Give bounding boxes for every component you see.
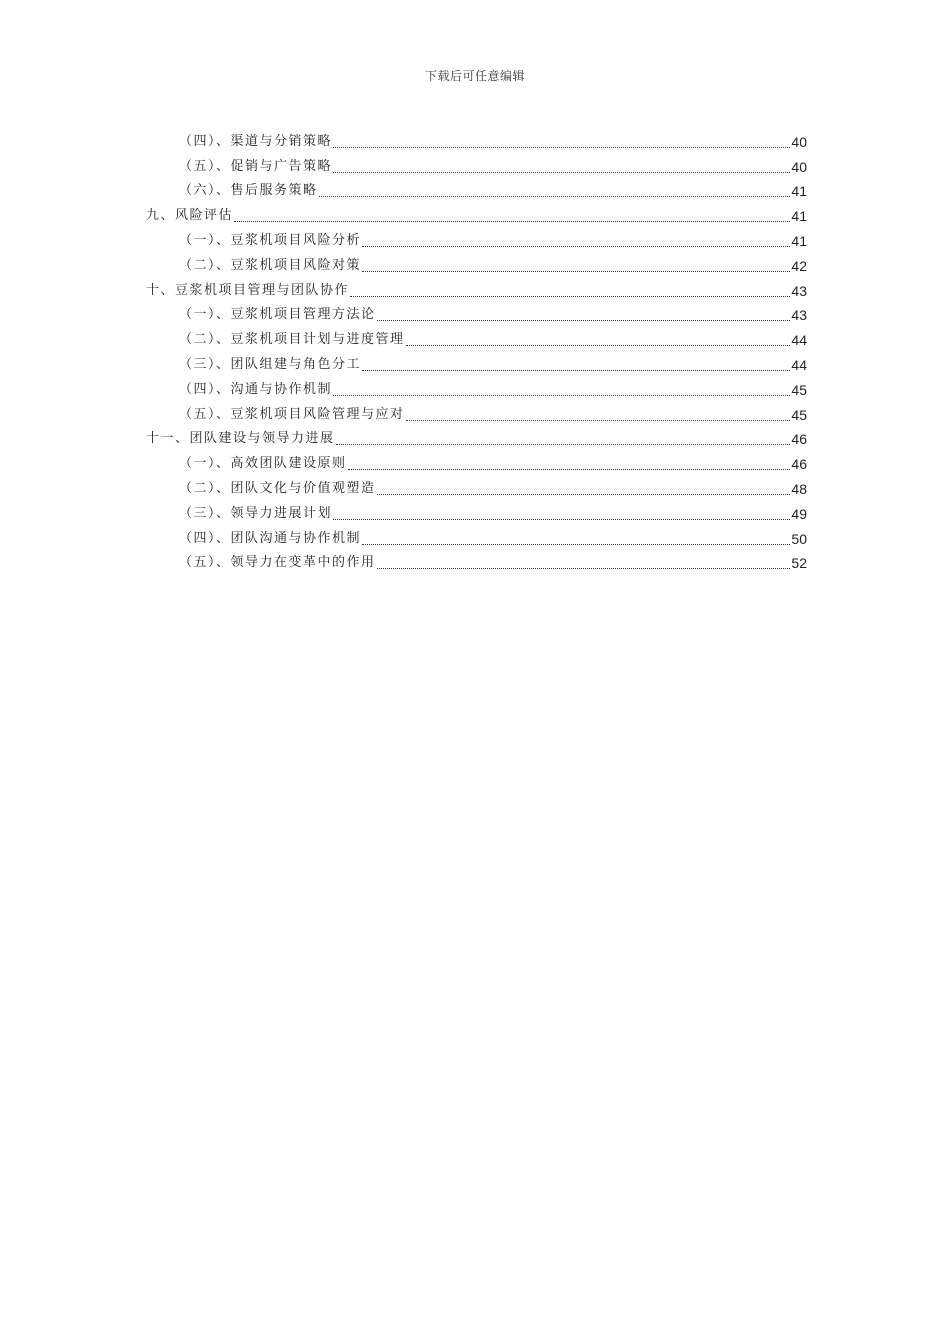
toc-entry-page: 50 xyxy=(791,530,807,547)
toc-entry-title: （三）、团队组建与角色分工 xyxy=(179,356,362,372)
toc-entry-title: （五）、领导力在变革中的作用 xyxy=(179,555,376,571)
toc-dot-leader xyxy=(362,356,790,374)
toc-dot-leader xyxy=(377,480,791,498)
toc-entry-title: （二）、团队文化与价值观塑造 xyxy=(179,480,376,496)
toc-dot-leader xyxy=(406,331,791,349)
page-header: 下载后可任意编辑 xyxy=(424,69,525,83)
toc-dot-leader xyxy=(333,133,790,151)
toc-entry-title: （二）、豆浆机项目计划与进度管理 xyxy=(179,332,405,348)
toc-dot-leader xyxy=(362,530,790,548)
toc-entry[interactable] xyxy=(146,498,807,523)
toc-entry-page: 44 xyxy=(791,332,807,349)
toc-entry-title: 十、豆浆机项目管理与团队协作 xyxy=(146,282,350,298)
toc-entry-page: 46 xyxy=(791,431,807,448)
toc-entry-title: （六）、售后服务策略 xyxy=(179,183,318,199)
toc-entry-title: （四）、渠道与分销策略 xyxy=(179,133,333,149)
toc-dot-leader xyxy=(336,430,791,448)
toc-dot-leader xyxy=(333,505,790,523)
toc-entry-page: 43 xyxy=(791,307,807,324)
table-of-contents xyxy=(146,126,807,572)
toc-entry[interactable] xyxy=(146,473,807,498)
toc-entry[interactable] xyxy=(146,399,807,424)
toc-entry-title: （三）、领导力进展计划 xyxy=(179,505,333,521)
toc-dot-leader xyxy=(406,406,791,424)
toc-entry-title: （二）、豆浆机项目风险对策 xyxy=(179,257,362,273)
toc-entry-title: （五）、豆浆机项目风险管理与应对 xyxy=(179,406,405,422)
toc-entry[interactable] xyxy=(146,275,807,300)
toc-entry-page: 52 xyxy=(791,555,807,572)
toc-entry-page: 46 xyxy=(791,456,807,473)
toc-entry-title: （四）、沟通与协作机制 xyxy=(179,381,333,397)
toc-entry-title: （一）、豆浆机项目风险分析 xyxy=(179,232,362,248)
toc-entry-page: 45 xyxy=(791,381,807,398)
toc-entry[interactable] xyxy=(146,324,807,349)
toc-entry[interactable] xyxy=(146,374,807,399)
toc-entry[interactable] xyxy=(146,126,807,151)
toc-entry-page: 49 xyxy=(791,505,807,522)
toc-entry-page: 41 xyxy=(791,208,807,225)
toc-entry-page: 41 xyxy=(791,183,807,200)
toc-entry-title: （五）、促销与广告策略 xyxy=(179,158,333,174)
toc-entry-page: 40 xyxy=(791,133,807,150)
toc-dot-leader xyxy=(234,207,790,225)
toc-entry-title: （一）、豆浆机项目管理方法论 xyxy=(179,307,376,323)
toc-dot-leader xyxy=(377,554,791,572)
toc-entry-page: 40 xyxy=(791,158,807,175)
toc-entry[interactable] xyxy=(146,424,807,449)
toc-entry[interactable] xyxy=(146,300,807,325)
toc-dot-leader xyxy=(333,158,790,176)
toc-dot-leader xyxy=(319,182,791,200)
toc-dot-leader xyxy=(348,455,791,473)
toc-entry-page: 48 xyxy=(791,480,807,497)
toc-entry[interactable] xyxy=(146,176,807,201)
toc-entry-title: （一）、高效团队建设原则 xyxy=(179,456,347,472)
toc-entry[interactable] xyxy=(146,523,807,548)
toc-entry-title: 九、风险评估 xyxy=(146,208,234,224)
toc-entry[interactable] xyxy=(146,349,807,374)
toc-dot-leader xyxy=(362,257,790,275)
toc-entry[interactable] xyxy=(146,548,807,573)
toc-entry-page: 42 xyxy=(791,257,807,274)
toc-entry-title: （四）、团队沟通与协作机制 xyxy=(179,530,362,546)
toc-entry-page: 43 xyxy=(791,282,807,299)
toc-entry[interactable] xyxy=(146,200,807,225)
toc-dot-leader xyxy=(377,306,791,324)
toc-entry-page: 44 xyxy=(791,356,807,373)
toc-dot-leader xyxy=(333,381,790,399)
toc-entry-page: 41 xyxy=(791,232,807,249)
toc-entry[interactable] xyxy=(146,448,807,473)
toc-dot-leader xyxy=(362,232,790,250)
toc-entry-page: 45 xyxy=(791,406,807,423)
toc-entry[interactable] xyxy=(146,225,807,250)
toc-entry[interactable] xyxy=(146,151,807,176)
toc-entry-title: 十一、团队建设与领导力进展 xyxy=(146,431,335,447)
toc-dot-leader xyxy=(350,282,790,300)
toc-entry[interactable] xyxy=(146,250,807,275)
